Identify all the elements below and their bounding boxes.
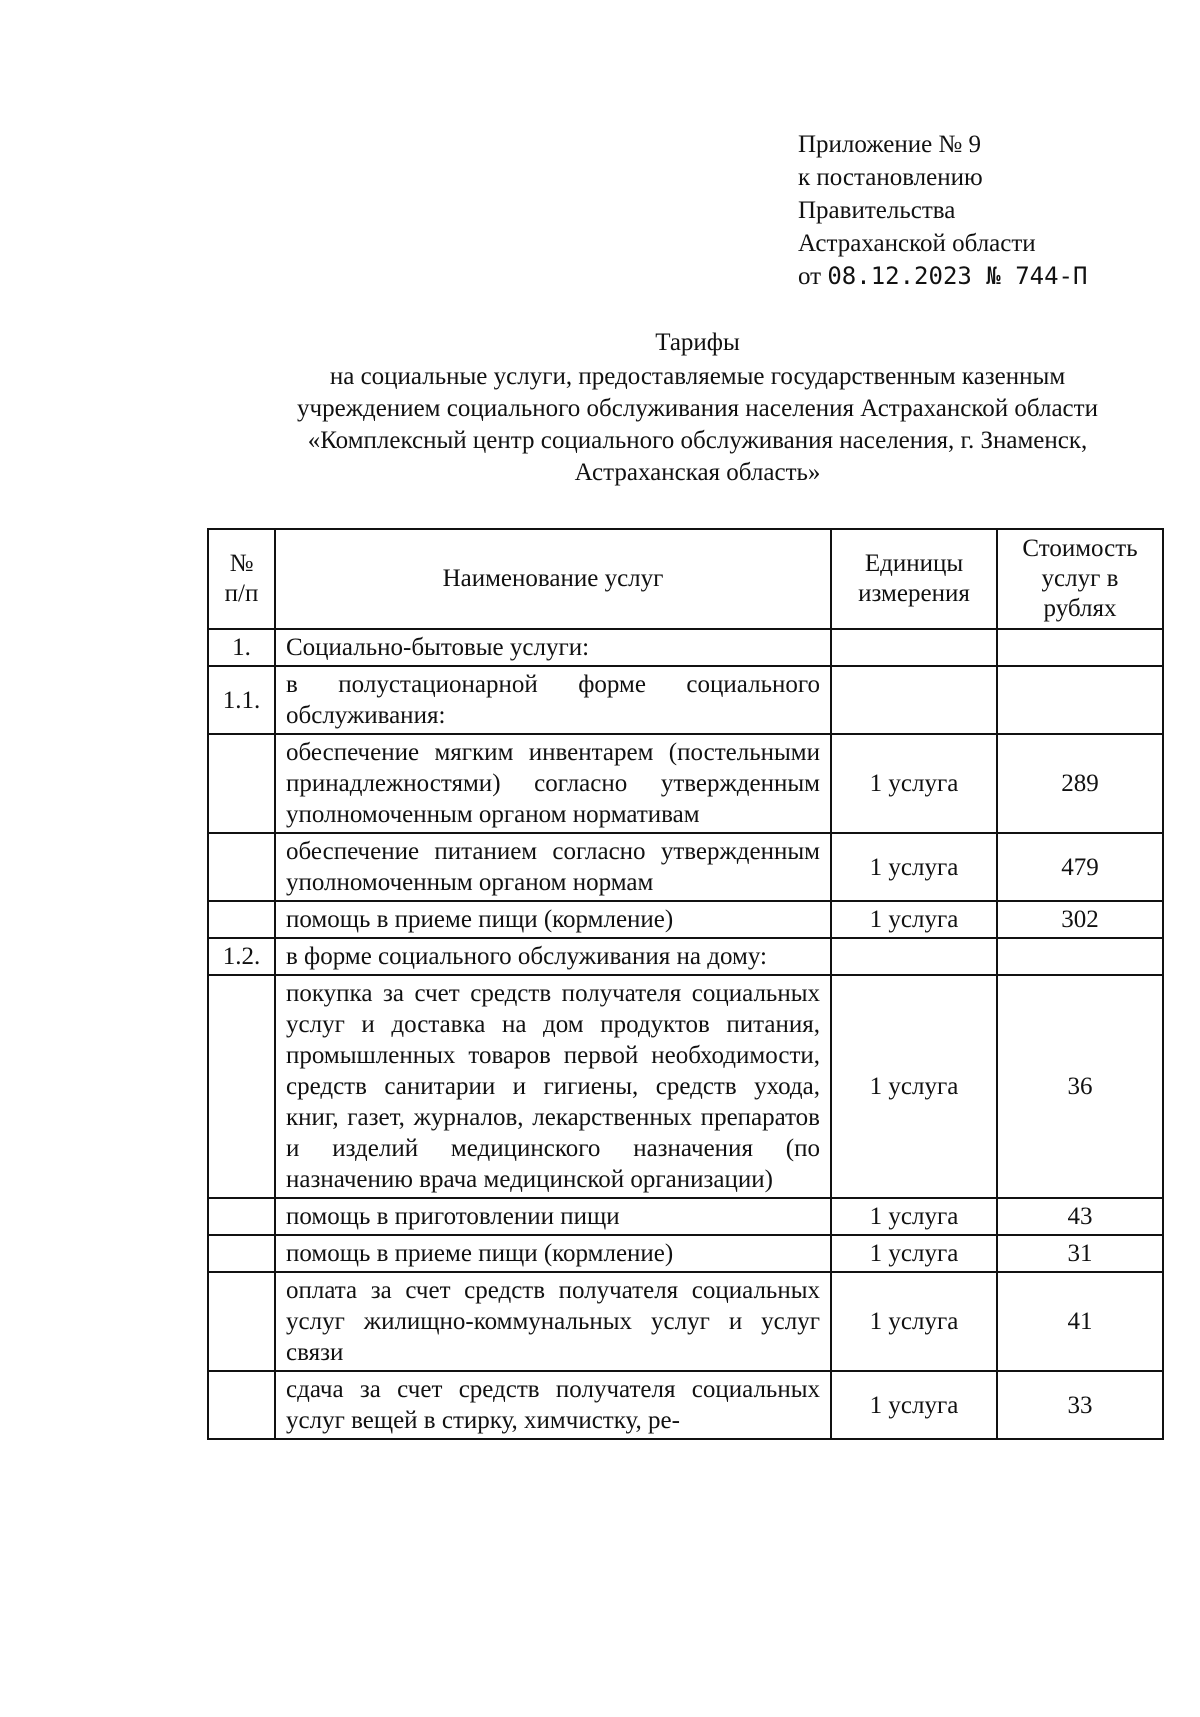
cell-unit [831, 666, 997, 734]
header-name: Наименование услуг [275, 529, 831, 629]
appendix-block [798, 128, 1138, 293]
cell-name: сдача за счет средств получателя социальных услуг вещей в стирку, химчистку, ре- [275, 1371, 831, 1439]
cell-unit: 1 услуга [831, 734, 997, 833]
cell-cost: 289 [997, 734, 1163, 833]
table-row [208, 1198, 1163, 1235]
cell-name: помощь в приеме пищи (кормление) [275, 901, 831, 938]
cell-unit: 1 услуга [831, 1371, 997, 1439]
table-row [208, 629, 1163, 666]
tariff-table [207, 528, 1164, 1440]
cell-num [208, 734, 275, 833]
cell-cost: 302 [997, 901, 1163, 938]
cell-num [208, 975, 275, 1198]
table-row [208, 938, 1163, 975]
cell-unit: 1 услуга [831, 833, 997, 901]
cell-name: оплата за счет средств получателя социальных услуг жилищно-коммунальных услуг и услуг связи [275, 1272, 831, 1371]
cell-name: обеспечение мягким инвентарем (постельными принадлежностями) согласно утвержденным уполномоченным органом нормативам [275, 734, 831, 833]
cell-cost: 31 [997, 1235, 1163, 1272]
appendix-date-value: 08.12.2023 № 744-П [827, 262, 1088, 290]
table-row [208, 975, 1163, 1198]
document-title [190, 327, 1200, 489]
cell-name: в форме социального обслуживания на дому: [275, 938, 831, 975]
cell-unit [831, 629, 997, 666]
cell-cost [997, 666, 1163, 734]
cell-unit [831, 938, 997, 975]
cell-unit: 1 услуга [831, 1198, 997, 1235]
table-row [208, 1272, 1163, 1371]
cell-cost: 43 [997, 1198, 1163, 1235]
appendix-line-4: Астраханской области [798, 230, 1036, 257]
title-line-2: учреждением социального обслуживания населения Астраханской области [297, 395, 1098, 422]
appendix-line-1: Приложение № 9 [798, 131, 982, 158]
cell-cost: 479 [997, 833, 1163, 901]
cell-name: помощь в приеме пищи (кормление) [275, 1235, 831, 1272]
appendix-line-3: Правительства [798, 197, 956, 224]
cell-name: покупка за счет средств получателя социальных услуг и доставка на дом продуктов питания, промышленных товаров первой необходимости, средств санитарии и гигиены, средств ухода, книг, газет, журналов, лекарственных препаратов и изделий медицинского назначения (по назначению врача медицинской организации) [275, 975, 831, 1198]
cell-cost: 41 [997, 1272, 1163, 1371]
header-unit: Единицы измерения [831, 529, 997, 629]
appendix-line-2: к постановлению [798, 164, 983, 191]
cell-num [208, 1272, 275, 1371]
cell-num [208, 1198, 275, 1235]
cell-num [208, 901, 275, 938]
title-heading: Тарифы [655, 329, 740, 356]
cell-num: 1.1. [208, 666, 275, 734]
cell-cost: 33 [997, 1371, 1163, 1439]
table-row [208, 1235, 1163, 1272]
table-row [208, 734, 1163, 833]
title-line-4: Астраханская область» [574, 459, 821, 486]
cell-name: в полустационарной форме социального обслуживания: [275, 666, 831, 734]
table-row [208, 901, 1163, 938]
header-cost: Стоимость услуг в рублях [997, 529, 1163, 629]
cell-name: обеспечение питанием согласно утвержденным уполномоченным органом нормам [275, 833, 831, 901]
cell-unit: 1 услуга [831, 901, 997, 938]
appendix-date-prefix: от [798, 263, 822, 290]
table-row [208, 666, 1163, 734]
cell-num: 1. [208, 629, 275, 666]
cell-unit: 1 услуга [831, 1272, 997, 1371]
cell-cost [997, 629, 1163, 666]
header-num: № п/п [208, 529, 275, 629]
cell-num [208, 1371, 275, 1439]
cell-name: Социально-бытовые услуги: [275, 629, 831, 666]
table-row [208, 833, 1163, 901]
appendix-date-line [798, 260, 1138, 293]
cell-num: 1.2. [208, 938, 275, 975]
cell-num [208, 833, 275, 901]
cell-name: помощь в приготовлении пищи [275, 1198, 831, 1235]
cell-unit: 1 услуга [831, 975, 997, 1198]
title-line-3: «Комплексный центр социального обслуживания населения, г. Знаменск, [307, 427, 1088, 454]
table-row [208, 1371, 1163, 1439]
table-header-row [208, 529, 1163, 629]
title-line-1: на социальные услуги, предоставляемые государственным казенным [329, 363, 1066, 390]
cell-unit: 1 услуга [831, 1235, 997, 1272]
cell-num [208, 1235, 275, 1272]
cell-cost: 36 [997, 975, 1163, 1198]
cell-cost [997, 938, 1163, 975]
